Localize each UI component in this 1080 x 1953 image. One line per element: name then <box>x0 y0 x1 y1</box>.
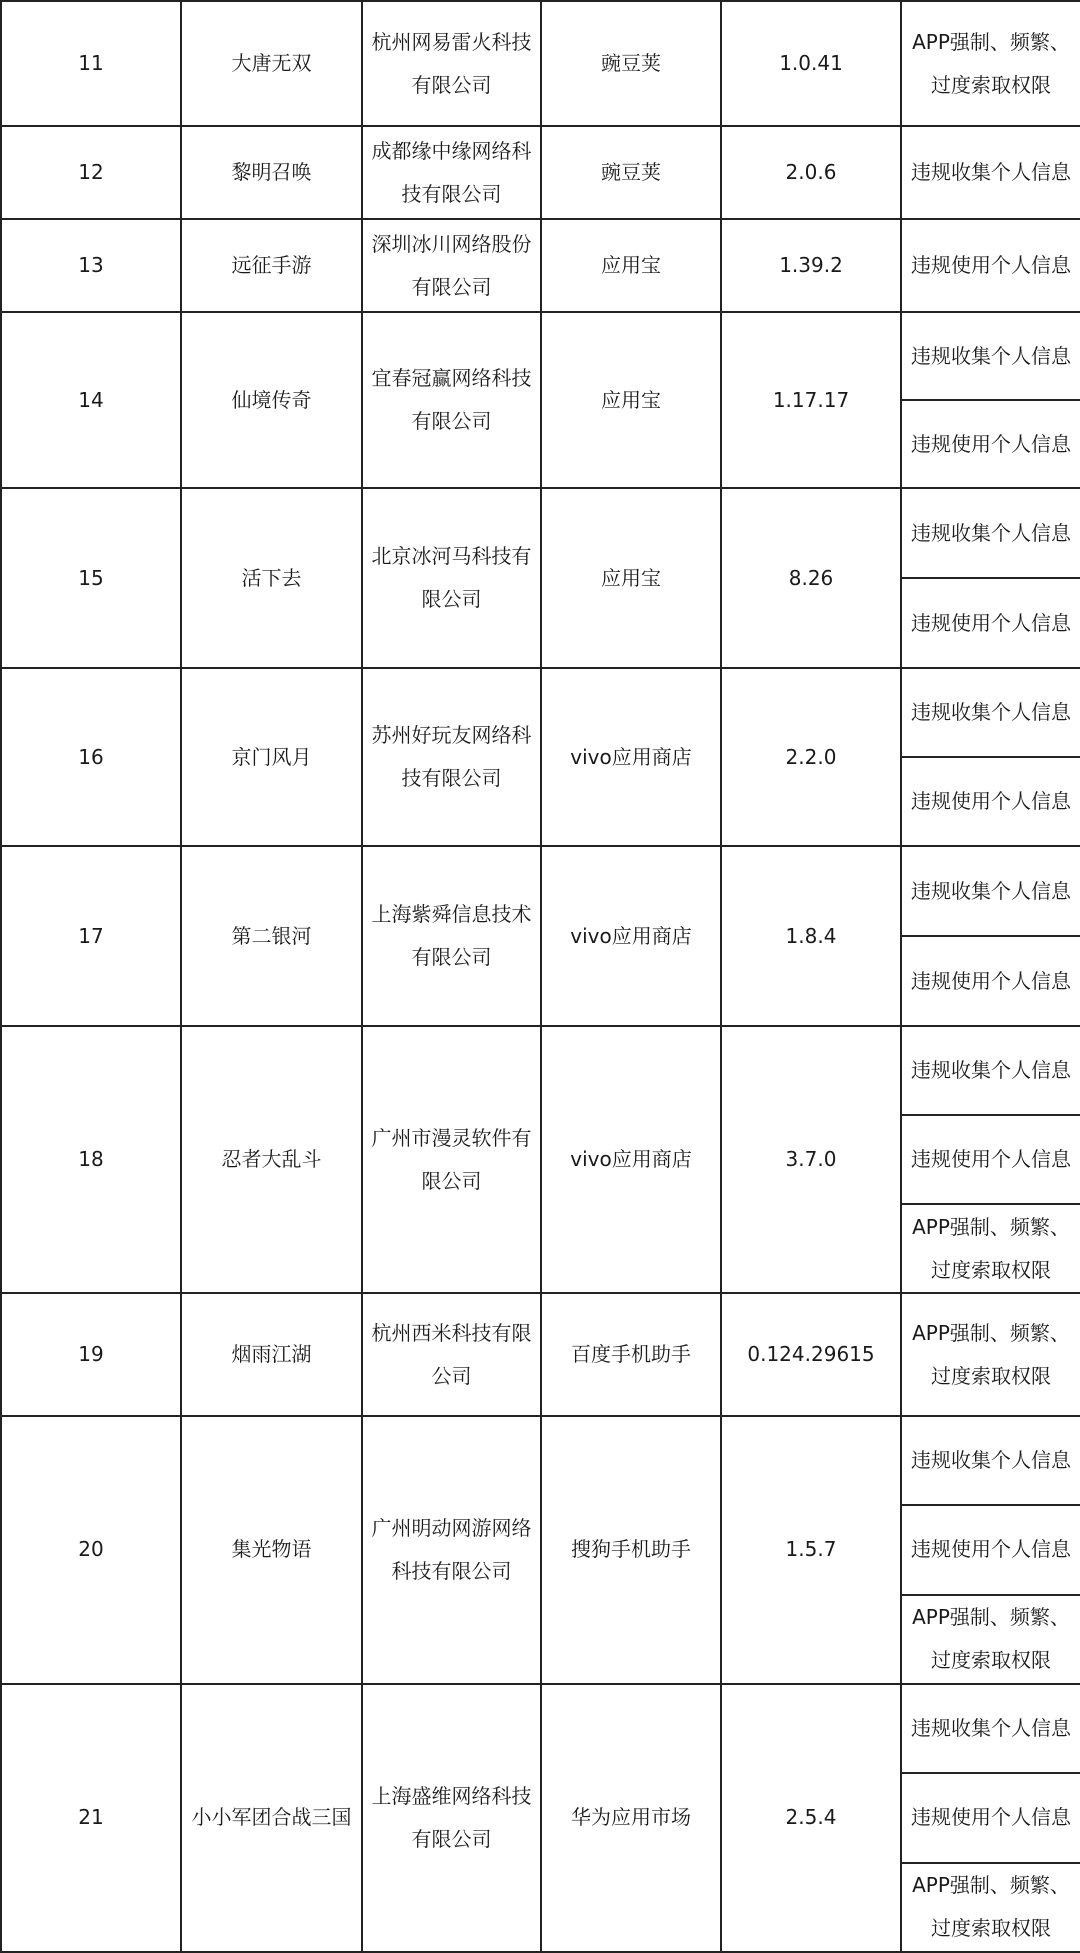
table-row <box>1 1 1080 126</box>
row-number: 12 <box>78 160 104 184</box>
app-version: 8.26 <box>788 565 834 590</box>
app-version: 1.0.41 <box>779 51 843 75</box>
row-number: 19 <box>78 1342 104 1366</box>
app-name: 远征手游 <box>231 253 312 277</box>
app-store-cell <box>541 668 721 846</box>
app-store-cell <box>541 488 721 668</box>
app-version-cell <box>721 1684 901 1952</box>
company-name-cell <box>362 1 541 126</box>
table-row <box>1 312 1080 400</box>
violation-issue: 违规使用个人信息 <box>911 789 1071 813</box>
company-name: 北京冰河马科技有限公司 <box>371 544 532 611</box>
issue-cell <box>901 1863 1080 1952</box>
app-store-cell <box>541 1293 721 1416</box>
issue-cell <box>901 400 1080 488</box>
row-number-cell <box>1 1684 181 1952</box>
row-number-cell <box>1 1416 181 1684</box>
table-row <box>1 219 1080 312</box>
issue-cell <box>901 1595 1080 1684</box>
issue-cell <box>901 126 1080 219</box>
issue-cell <box>901 1773 1080 1862</box>
app-name: 仙境传奇 <box>231 387 312 412</box>
company-name-cell <box>362 668 541 846</box>
violation-issue: APP强制、频繁、过度索取权限 <box>912 29 1070 97</box>
app-name: 烟雨江湖 <box>231 1342 312 1366</box>
app-version-cell <box>721 1293 901 1416</box>
company-name-cell <box>362 312 541 488</box>
violation-issue: 违规使用个人信息 <box>911 253 1071 277</box>
company-name: 深圳冰川网络股份有限公司 <box>371 231 532 299</box>
row-number: 17 <box>78 923 104 948</box>
app-store-cell <box>541 126 721 219</box>
company-name: 上海盛维网络科技有限公司 <box>371 1783 532 1851</box>
app-store: 应用宝 <box>601 253 661 277</box>
row-number-cell <box>1 488 181 668</box>
app-name-cell <box>181 1 362 126</box>
company-name: 广州明动网游网络科技有限公司 <box>371 1515 532 1583</box>
company-name: 广州市漫灵软件有限公司 <box>371 1125 532 1193</box>
issue-cell <box>901 488 1080 578</box>
company-name: 苏州好玩友网络科技有限公司 <box>371 723 532 790</box>
violation-issue: 违规收集个人信息 <box>911 1058 1071 1082</box>
company-name-cell <box>362 846 541 1026</box>
app-version-cell <box>721 126 901 219</box>
violation-issue: 违规收集个人信息 <box>911 1448 1071 1473</box>
app-name-cell <box>181 1416 362 1684</box>
violation-issue: APP强制、频繁、过度索取权限 <box>912 1605 1070 1673</box>
app-version-cell <box>721 1 901 126</box>
app-name-cell <box>181 1684 362 1952</box>
company-name: 杭州网易雷火科技有限公司 <box>371 29 532 97</box>
row-number-cell <box>1 312 181 488</box>
app-store: 应用宝 <box>601 387 661 412</box>
issue-cell <box>901 1684 1080 1773</box>
row-number-cell <box>1 1 181 126</box>
issue-cell <box>901 1416 1080 1505</box>
app-version: 1.17.17 <box>772 387 850 412</box>
app-name-cell <box>181 1026 362 1293</box>
issue-cell <box>901 846 1080 936</box>
company-name-cell <box>362 488 541 668</box>
app-version: 3.7.0 <box>785 1147 837 1171</box>
app-store: 应用宝 <box>601 565 661 590</box>
table-body <box>1 1 1080 1952</box>
violation-issue: 违规收集个人信息 <box>911 520 1071 545</box>
row-number: 15 <box>78 565 104 590</box>
app-store-cell <box>541 1416 721 1684</box>
app-name-cell <box>181 1293 362 1416</box>
app-store: 豌豆荚 <box>601 160 661 184</box>
violation-issue: APP强制、频繁、过度索取权限 <box>912 1320 1070 1388</box>
company-name-cell <box>362 1026 541 1293</box>
app-name: 京门风月 <box>231 744 312 769</box>
app-version-cell <box>721 846 901 1026</box>
company-name-cell <box>362 1684 541 1952</box>
app-version-cell <box>721 1416 901 1684</box>
app-version: 1.8.4 <box>785 923 837 948</box>
violation-issue: 违规使用个人信息 <box>911 431 1071 456</box>
app-store-cell <box>541 312 721 488</box>
table-row <box>1 126 1080 219</box>
app-name: 小小军团合战三国 <box>191 1805 352 1830</box>
issue-cell <box>901 1026 1080 1115</box>
row-number-cell <box>1 1293 181 1416</box>
issue-cell <box>901 1505 1080 1594</box>
app-name-cell <box>181 846 362 1026</box>
violation-issue: 违规使用个人信息 <box>911 1147 1071 1171</box>
app-name: 黎明召唤 <box>231 160 312 184</box>
app-version: 1.5.7 <box>785 1537 837 1562</box>
row-number-cell <box>1 668 181 846</box>
app-name: 忍者大乱斗 <box>221 1147 322 1171</box>
app-version: 0.124.29615 <box>747 1342 875 1366</box>
violation-issue: 违规使用个人信息 <box>911 1805 1071 1830</box>
app-version-cell <box>721 488 901 668</box>
app-name: 大唐无双 <box>231 51 312 75</box>
table-row <box>1 1416 1080 1505</box>
row-number: 18 <box>78 1147 104 1171</box>
row-number: 11 <box>78 51 104 75</box>
table-row <box>1 668 1080 757</box>
company-name-cell <box>362 126 541 219</box>
table-row <box>1 1026 1080 1115</box>
app-store-cell <box>541 1 721 126</box>
app-version: 2.5.4 <box>785 1805 837 1830</box>
row-number: 16 <box>78 744 104 769</box>
app-store: vivo应用商店 <box>570 1147 692 1171</box>
violation-issue: 违规收集个人信息 <box>911 160 1071 184</box>
table-row <box>1 488 1080 578</box>
row-number: 14 <box>78 387 104 412</box>
app-version: 2.2.0 <box>785 744 837 769</box>
row-number-cell <box>1 219 181 312</box>
company-name: 成都缘中缘网络科技有限公司 <box>371 138 532 206</box>
app-store-cell <box>541 219 721 312</box>
issue-cell <box>901 757 1080 846</box>
issue-cell <box>901 1293 1080 1416</box>
issue-cell <box>901 668 1080 757</box>
app-name: 第二银河 <box>231 923 312 948</box>
app-name: 活下去 <box>241 565 302 590</box>
app-version-cell <box>721 219 901 312</box>
app-store: vivo应用商店 <box>570 744 692 769</box>
app-store: 豌豆荚 <box>601 51 661 75</box>
app-store-cell <box>541 846 721 1026</box>
violation-issue: 违规收集个人信息 <box>911 343 1071 368</box>
row-number: 21 <box>78 1805 104 1830</box>
issue-cell <box>901 219 1080 312</box>
issue-cell <box>901 312 1080 400</box>
issue-cell <box>901 1204 1080 1293</box>
violation-issue: 违规使用个人信息 <box>911 610 1071 635</box>
table-row <box>1 1293 1080 1416</box>
row-number: 13 <box>78 253 104 277</box>
company-name-cell <box>362 1416 541 1684</box>
company-name: 杭州西米科技有限公司 <box>371 1320 532 1388</box>
table-row <box>1 1684 1080 1773</box>
issue-cell <box>901 578 1080 668</box>
row-number-cell <box>1 846 181 1026</box>
violation-issue: 违规收集个人信息 <box>911 700 1071 724</box>
company-name-cell <box>362 219 541 312</box>
app-store: 搜狗手机助手 <box>571 1537 691 1562</box>
app-store: vivo应用商店 <box>570 923 692 948</box>
violation-issue: 违规收集个人信息 <box>911 1716 1071 1741</box>
app-store-cell <box>541 1684 721 1952</box>
app-name-cell <box>181 126 362 219</box>
violation-issue: 违规使用个人信息 <box>911 968 1071 993</box>
app-name-cell <box>181 668 362 846</box>
violation-issue: APP强制、频繁、过度索取权限 <box>912 1214 1070 1282</box>
app-store: 百度手机助手 <box>571 1342 691 1366</box>
company-name: 宜春冠赢网络科技有限公司 <box>371 366 532 433</box>
app-store-cell <box>541 1026 721 1293</box>
issue-cell <box>901 1115 1080 1204</box>
violation-issue: 违规收集个人信息 <box>911 878 1071 903</box>
app-version: 1.39.2 <box>779 253 843 277</box>
app-version-cell <box>721 668 901 846</box>
company-name: 上海紫舜信息技术有限公司 <box>371 902 532 969</box>
app-name: 集光物语 <box>231 1537 312 1562</box>
app-version: 2.0.6 <box>785 160 837 184</box>
app-name-cell <box>181 219 362 312</box>
table-row <box>1 846 1080 936</box>
violation-issue: APP强制、频繁、过度索取权限 <box>912 1873 1070 1941</box>
app-name-cell <box>181 312 362 488</box>
company-name-cell <box>362 1293 541 1416</box>
app-store: 华为应用市场 <box>571 1805 691 1830</box>
app-version-cell <box>721 312 901 488</box>
violation-issue: 违规使用个人信息 <box>911 1537 1071 1562</box>
app-version-cell <box>721 1026 901 1293</box>
row-number-cell <box>1 126 181 219</box>
app-name-cell <box>181 488 362 668</box>
row-number: 20 <box>78 1537 104 1562</box>
row-number-cell <box>1 1026 181 1293</box>
issue-cell <box>901 936 1080 1026</box>
issue-cell <box>901 1 1080 126</box>
